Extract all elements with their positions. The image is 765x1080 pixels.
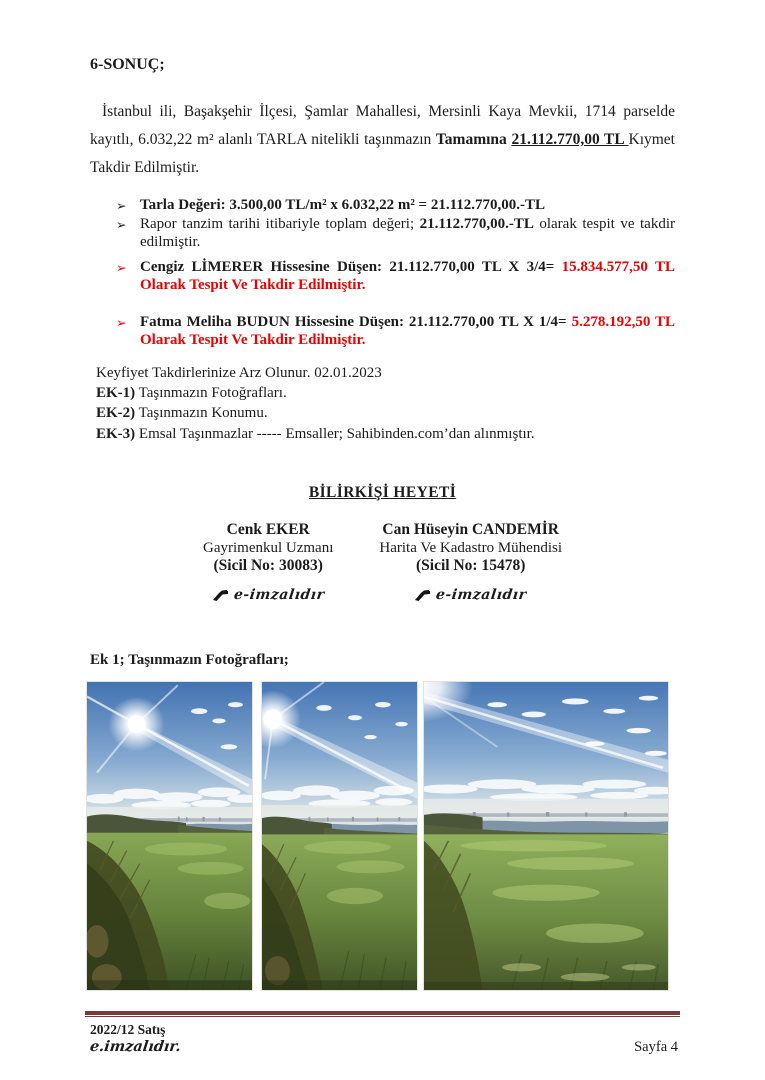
total-value: 21.112.770,00 TL: [511, 131, 629, 148]
arrow-bullet-icon: ➢: [116, 216, 127, 232]
attachment-ek2: [96, 403, 675, 424]
footer-esign-text: e.imzalıdır.: [89, 1038, 182, 1055]
property-photo-1: [86, 681, 253, 991]
bullet-text: Rapor tanzim tarihi itibariyle toplam değeri;: [140, 215, 420, 232]
footer-left: [90, 1021, 181, 1056]
member-registry: (Sicil No: 30083): [213, 557, 323, 574]
member-role: Harita Ve Kadastro Mühendisi: [379, 540, 562, 556]
ek1-heading: Ek 1; Taşınmazın Fotoğrafları;: [90, 652, 289, 668]
arrow-bullet-icon: ➢: [116, 314, 127, 330]
bullet-hisse-budun: [116, 313, 675, 350]
property-photos: [86, 681, 675, 991]
intro-text-end: Kıymet Takdir Edilmiştir.: [90, 131, 675, 176]
bullet-value: 21.112.770,00.-TL: [419, 215, 534, 232]
bullet-value-red: 15.834.577,50 TL Olarak Tespit Ve Takdir Edilmiştir.: [140, 258, 675, 293]
committee-member-eker: [203, 520, 333, 604]
attachment-text: Emsal Taşınmazlar ----- Emsaller; Sahibinden.com’dan alınmıştır.: [135, 425, 535, 442]
member-name: Can Hüseyin CANDEMİR: [382, 521, 559, 538]
e-signature-pen-icon: [414, 589, 431, 602]
intro-bold: Tamamına: [435, 131, 512, 148]
property-photo-3: [423, 681, 669, 991]
member-role: Gayrimenkul Uzmanı: [203, 540, 334, 556]
report-content: [90, 0, 675, 991]
attachment-label: EK-2): [96, 405, 136, 421]
bullet-rapor-degeri: [116, 215, 675, 252]
page-number: Sayfa 4: [634, 1039, 678, 1055]
closing-statement: Keyfiyet Takdirlerinize Arz Olunur. 02.01.2023: [96, 364, 382, 381]
committee-section: [90, 484, 675, 604]
bullet-text: olarak tespit ve takdir edilmiştir.: [140, 215, 676, 250]
e-signature: [379, 586, 562, 604]
committee-members: [90, 520, 675, 604]
attachment-label: EK-1): [96, 384, 136, 401]
arrow-bullet-icon: ➢: [116, 198, 127, 213]
attachment-text: Taşınmazın Konumu.: [135, 405, 268, 421]
attachment-ek1: [96, 383, 675, 404]
page-footer: [85, 1011, 680, 1056]
footer-rule-thick: [85, 1011, 680, 1015]
attachment-list: [90, 383, 675, 445]
bullet-value-red: 5.278.192,50 TL Olarak Tespit Ve Takdir Edilmiştir.: [140, 313, 675, 348]
e-signature-text: e-imzalıdır: [232, 587, 326, 603]
arrow-bullet-icon: ➢: [116, 259, 127, 275]
intro-text: İstanbul ili, Başakşehir İlçesi, Şamlar Mahallesi, Mersinli Kaya Mevkii, 1714 parselde kayıtlı, 6.032,22 m² alanlı TARLA nitelikli taşınmazın: [90, 103, 675, 148]
attachment-label: EK-3): [96, 425, 136, 442]
conclusion-paragraph: [90, 98, 675, 182]
document-reference: 2022/12 Satış: [90, 1022, 166, 1037]
bullet-text: Cengiz LİMERER Hissesine Düşen: 21.112.770,00 TL X 3/4=: [140, 258, 562, 275]
attachment-text: Taşınmazın Fotoğrafları.: [135, 384, 287, 401]
property-photo-2: [261, 681, 418, 991]
e-signature-pen-icon: [212, 589, 229, 602]
attachment-ek3: [96, 424, 675, 445]
section-heading: 6-SONUÇ;: [90, 56, 165, 73]
valuation-list: [116, 196, 675, 350]
footer-rule-thin: [85, 1016, 680, 1017]
committee-member-candemir: [379, 520, 562, 604]
committee-title: BİLİRKİŞİ HEYETİ: [308, 484, 457, 501]
member-name: Cenk EKER: [226, 521, 310, 538]
e-signature-text: e-imzalıdır: [435, 587, 528, 603]
bullet-text: Tarla Değeri: 3.500,00 TL/m² x 6.032,22 m² = 21.112.770,00.-TL: [140, 197, 546, 213]
member-registry: (Sicil No: 15478): [416, 557, 526, 574]
bullet-tarla-degeri: [116, 196, 675, 215]
e-signature: [203, 586, 333, 604]
bullet-text: Fatma Meliha BUDUN Hissesine Düşen: 21.112.770,00 TL X 1/4=: [140, 313, 572, 330]
bullet-hisse-limerer: [116, 258, 675, 295]
